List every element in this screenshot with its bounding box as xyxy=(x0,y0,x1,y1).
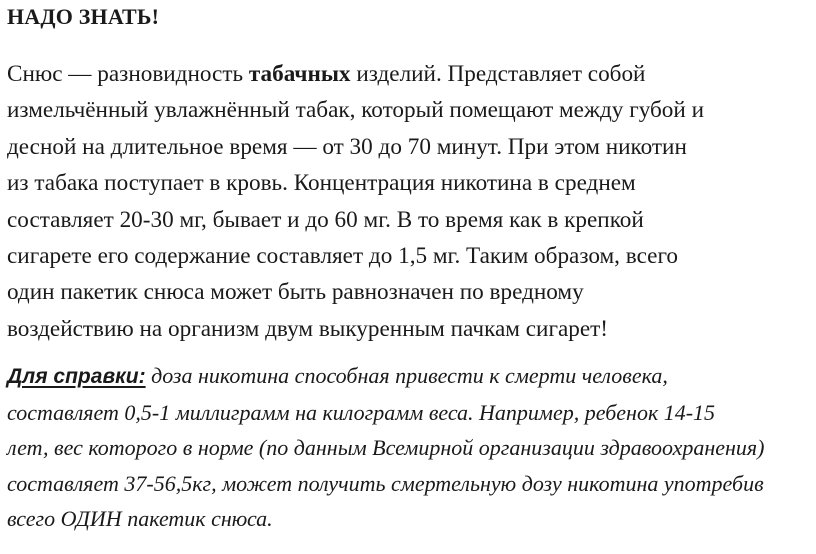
paragraph-line-6: сигарете его содержание составляет до 1,5 мг. Таким образом, всего xyxy=(7,243,678,270)
paragraph-line-1 xyxy=(7,56,704,92)
paragraph-line-4: из табака поступает в кровь. Концентрация никотина в среднем xyxy=(7,170,636,197)
paragraph-line-8: воздействию на организм двум выкуренным пачкам сигарет! xyxy=(7,315,609,342)
paragraph-line-1-start: Снюс — разновидность xyxy=(7,61,249,87)
note-line-3: лет, вес которого в норме (по данным Всемирной организации здравоохранения) xyxy=(7,435,765,461)
note-label: Для справки: xyxy=(7,365,146,388)
note-line-1-text: доза никотина способная привести к смерти человека, xyxy=(145,363,668,388)
note-line-2: составляет 0,5-1 миллиграмм на килограмм веса. Например, ребенок 14-15 xyxy=(7,399,716,425)
paragraph-line-1-end: изделий. Представляет собой xyxy=(350,61,646,87)
paragraph-line-3: десной на длительное время — от 30 до 70 минут. При этом никотин xyxy=(7,133,687,160)
main-paragraph xyxy=(7,56,704,347)
paragraph-line-7: один пакетик снюса может быть равнозначен по вредному xyxy=(7,279,584,306)
paragraph-line-5: составляет 20-30 мг, бывает и до 60 мг. В то время как в крепкой xyxy=(7,206,644,233)
paragraph-line-2: измельчённый увлажнённый табак, который помещают между губой и xyxy=(7,97,704,124)
note-line-4: составляет 37-56,5кг, может получить смертельную дозу никотина употребив xyxy=(7,470,764,496)
bold-word-tobacco: табачных xyxy=(248,61,351,87)
reference-note xyxy=(7,358,764,537)
note-line-5: всего ОДИН пакетик снюса. xyxy=(7,506,273,532)
note-line-1 xyxy=(7,358,764,395)
page-heading: НАДО ЗНАТЬ! xyxy=(7,4,160,29)
